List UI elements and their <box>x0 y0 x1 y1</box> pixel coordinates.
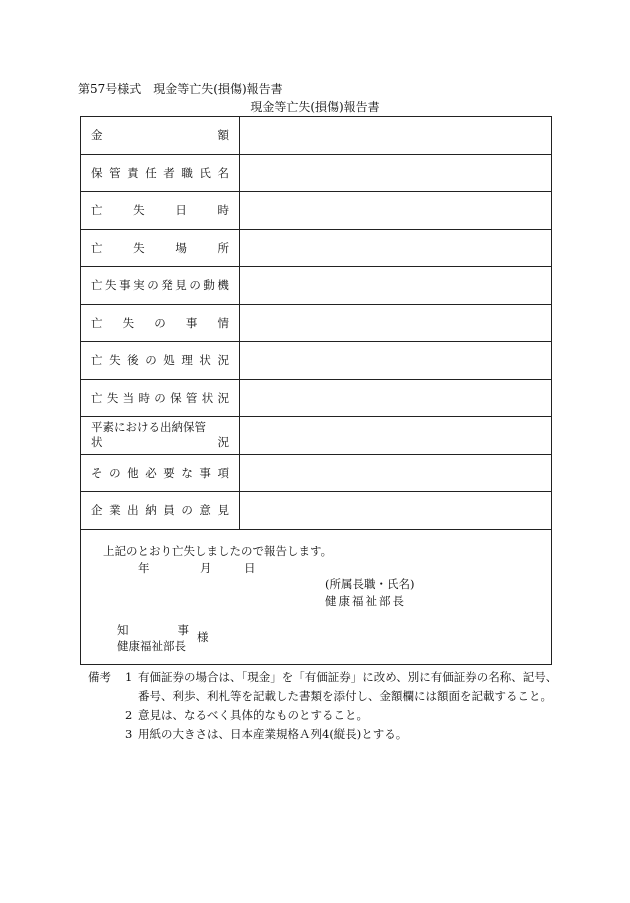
note-item <box>88 706 558 725</box>
field-routine-storage[interactable] <box>240 417 552 455</box>
field-other-matters[interactable] <box>240 454 552 492</box>
label-char: 見 <box>217 503 229 518</box>
label-char: 出 <box>127 503 139 518</box>
row-label-routine-storage <box>81 417 240 455</box>
note-item <box>88 668 558 706</box>
label-char: 職 <box>181 165 193 180</box>
table-row <box>81 117 552 155</box>
label-char: 実 <box>133 278 145 293</box>
label-char: 情 <box>217 315 229 330</box>
label-char: の <box>145 353 157 368</box>
spread-label <box>91 165 229 181</box>
label-char: 状 <box>199 353 211 368</box>
row-label-storage-at-loss <box>81 379 240 417</box>
field-custodian[interactable] <box>240 154 552 192</box>
field-post-handling[interactable] <box>240 342 552 380</box>
date-year-label: 年 <box>138 561 150 575</box>
label-char: そ <box>91 465 103 480</box>
field-amount[interactable] <box>240 117 552 155</box>
label-char: 動 <box>203 278 215 293</box>
spread-label <box>91 315 229 331</box>
spread-label: 金 額 <box>91 128 229 143</box>
label-char: 況 <box>217 353 229 368</box>
field-cashier-opinion[interactable] <box>240 492 552 530</box>
report-statement-box <box>80 527 552 665</box>
document-title: 現金等亡失(損傷)報告書 <box>250 100 380 114</box>
row-label-cashier-opinion <box>81 492 240 530</box>
note-number: 1 <box>125 670 133 684</box>
label-char: 亡 <box>91 278 103 293</box>
label-char: 者 <box>163 165 175 180</box>
field-loss-place[interactable] <box>240 229 552 267</box>
label-char: 業 <box>109 503 121 518</box>
label-char: 当 <box>122 390 135 405</box>
field-circumstances[interactable] <box>240 304 552 342</box>
spread-label <box>91 465 229 481</box>
label-char: 後 <box>127 353 139 368</box>
affiliation-value: 健康福祉部長 <box>325 594 406 608</box>
label-char: な <box>181 465 193 480</box>
report-statement: 上記のとおり亡失しましたので報告します。 <box>103 544 333 558</box>
label-char: 所 <box>217 240 229 255</box>
date-day-label: 日 <box>244 561 256 575</box>
label-char: 日 <box>175 203 187 218</box>
row-label-loss-datetime <box>81 192 240 230</box>
label-char: 見 <box>175 278 187 293</box>
label-char: 発 <box>161 278 173 293</box>
report-table <box>80 116 552 530</box>
row-label-post-handling <box>81 342 240 380</box>
label-char: 失 <box>106 390 119 405</box>
row-label-discovery-motive <box>81 267 240 305</box>
label-char: 任 <box>145 165 157 180</box>
table-row <box>81 454 552 492</box>
spread-label <box>91 390 229 406</box>
label-char: 責 <box>127 165 139 180</box>
label-char: 時 <box>217 203 229 218</box>
label-char: 場 <box>175 240 187 255</box>
label-char: 亡 <box>91 315 103 330</box>
label-char: の <box>181 503 193 518</box>
row-label-amount <box>81 117 240 155</box>
note-text: 用紙の大きさは、日本産業規格Ａ列4(縦長)とする。 <box>138 727 408 741</box>
addressee-title: 知 事 <box>117 623 189 637</box>
spread-label <box>91 202 229 218</box>
label-char: 名 <box>217 165 229 180</box>
table-row <box>81 192 552 230</box>
note-text: 意見は、なるべく具体的なものとすること。 <box>138 708 368 722</box>
table-row <box>81 267 552 305</box>
table-row <box>81 304 552 342</box>
label-char: 処 <box>163 353 175 368</box>
date-month-label: 月 <box>200 561 212 575</box>
note-text: 有価証券の場合は、「現金」を「有価証券」に改め、別に有価証券の名称、記号、番号、利歩、利札等を記載した書類を添付し、金額欄には額面を記載すること。 <box>138 670 558 703</box>
table-row <box>81 379 552 417</box>
label-char: 他 <box>127 465 139 480</box>
note-number: 3 <box>125 727 133 741</box>
label-char: の <box>147 278 159 293</box>
spread-label <box>91 502 229 518</box>
row-label-circumstances <box>81 304 240 342</box>
label-char: 事 <box>119 278 131 293</box>
field-loss-datetime[interactable] <box>240 192 552 230</box>
spread-label <box>91 277 229 293</box>
label-char: 況 <box>217 390 229 405</box>
honorific: 様 <box>197 630 209 644</box>
notes-section <box>88 668 558 744</box>
affiliation-label: (所属長職・氏名) <box>325 577 415 591</box>
table-row <box>81 154 552 192</box>
row-label-other-matters <box>81 454 240 492</box>
label-char: 亡 <box>91 240 103 255</box>
row-label-custodian <box>81 154 240 192</box>
label-char: 氏 <box>199 165 211 180</box>
label-char: の <box>109 465 121 480</box>
note-number: 2 <box>125 708 133 722</box>
label-char: 事 <box>199 465 211 480</box>
label-char: 失 <box>133 203 145 218</box>
label-char: 失 <box>122 315 135 330</box>
routine-storage-line1: 平素における出納保管 <box>91 420 206 435</box>
table-row <box>81 492 552 530</box>
label-char: 理 <box>181 353 193 368</box>
label-char: 保 <box>91 165 103 180</box>
label-char: 失 <box>105 278 117 293</box>
notes-heading: 備考 <box>88 670 111 684</box>
label-char: 保 <box>170 390 182 405</box>
label-char: 要 <box>163 465 175 480</box>
label-char: 管 <box>109 165 121 180</box>
label-char: 意 <box>199 503 211 518</box>
label-char: 亡 <box>91 390 103 405</box>
label-char: の <box>154 315 166 330</box>
label-char: 機 <box>217 278 229 293</box>
label-char: 亡 <box>91 203 103 218</box>
label-char: 状 <box>201 390 214 405</box>
spread-label <box>91 240 229 256</box>
table-row <box>81 417 552 455</box>
label-char: 管 <box>185 390 198 405</box>
label-char: 員 <box>163 503 175 518</box>
table-row <box>81 342 552 380</box>
table-row <box>81 229 552 267</box>
label-char: 必 <box>145 465 157 480</box>
label-char: 企 <box>91 503 103 518</box>
addressee-dept: 健康福祉部長 <box>117 639 186 653</box>
field-discovery-motive[interactable] <box>240 267 552 305</box>
report-date <box>138 560 256 576</box>
form-number-label: 第57号様式 現金等亡失(損傷)報告書 <box>78 82 283 96</box>
routine-storage-line2: 状 況 <box>91 435 229 450</box>
addressee <box>117 622 189 654</box>
label-char: 亡 <box>91 353 103 368</box>
label-char: 失 <box>109 353 121 368</box>
spread-label <box>91 352 229 368</box>
field-storage-at-loss[interactable] <box>240 379 552 417</box>
label-char: の <box>154 390 166 405</box>
label-char: 事 <box>185 315 198 330</box>
label-char: 項 <box>217 465 229 480</box>
label-char: 失 <box>133 240 145 255</box>
label-char: の <box>189 278 201 293</box>
label-char: 納 <box>145 503 157 518</box>
note-item <box>88 725 558 744</box>
label-char: 時 <box>138 390 150 405</box>
row-label-loss-place <box>81 229 240 267</box>
